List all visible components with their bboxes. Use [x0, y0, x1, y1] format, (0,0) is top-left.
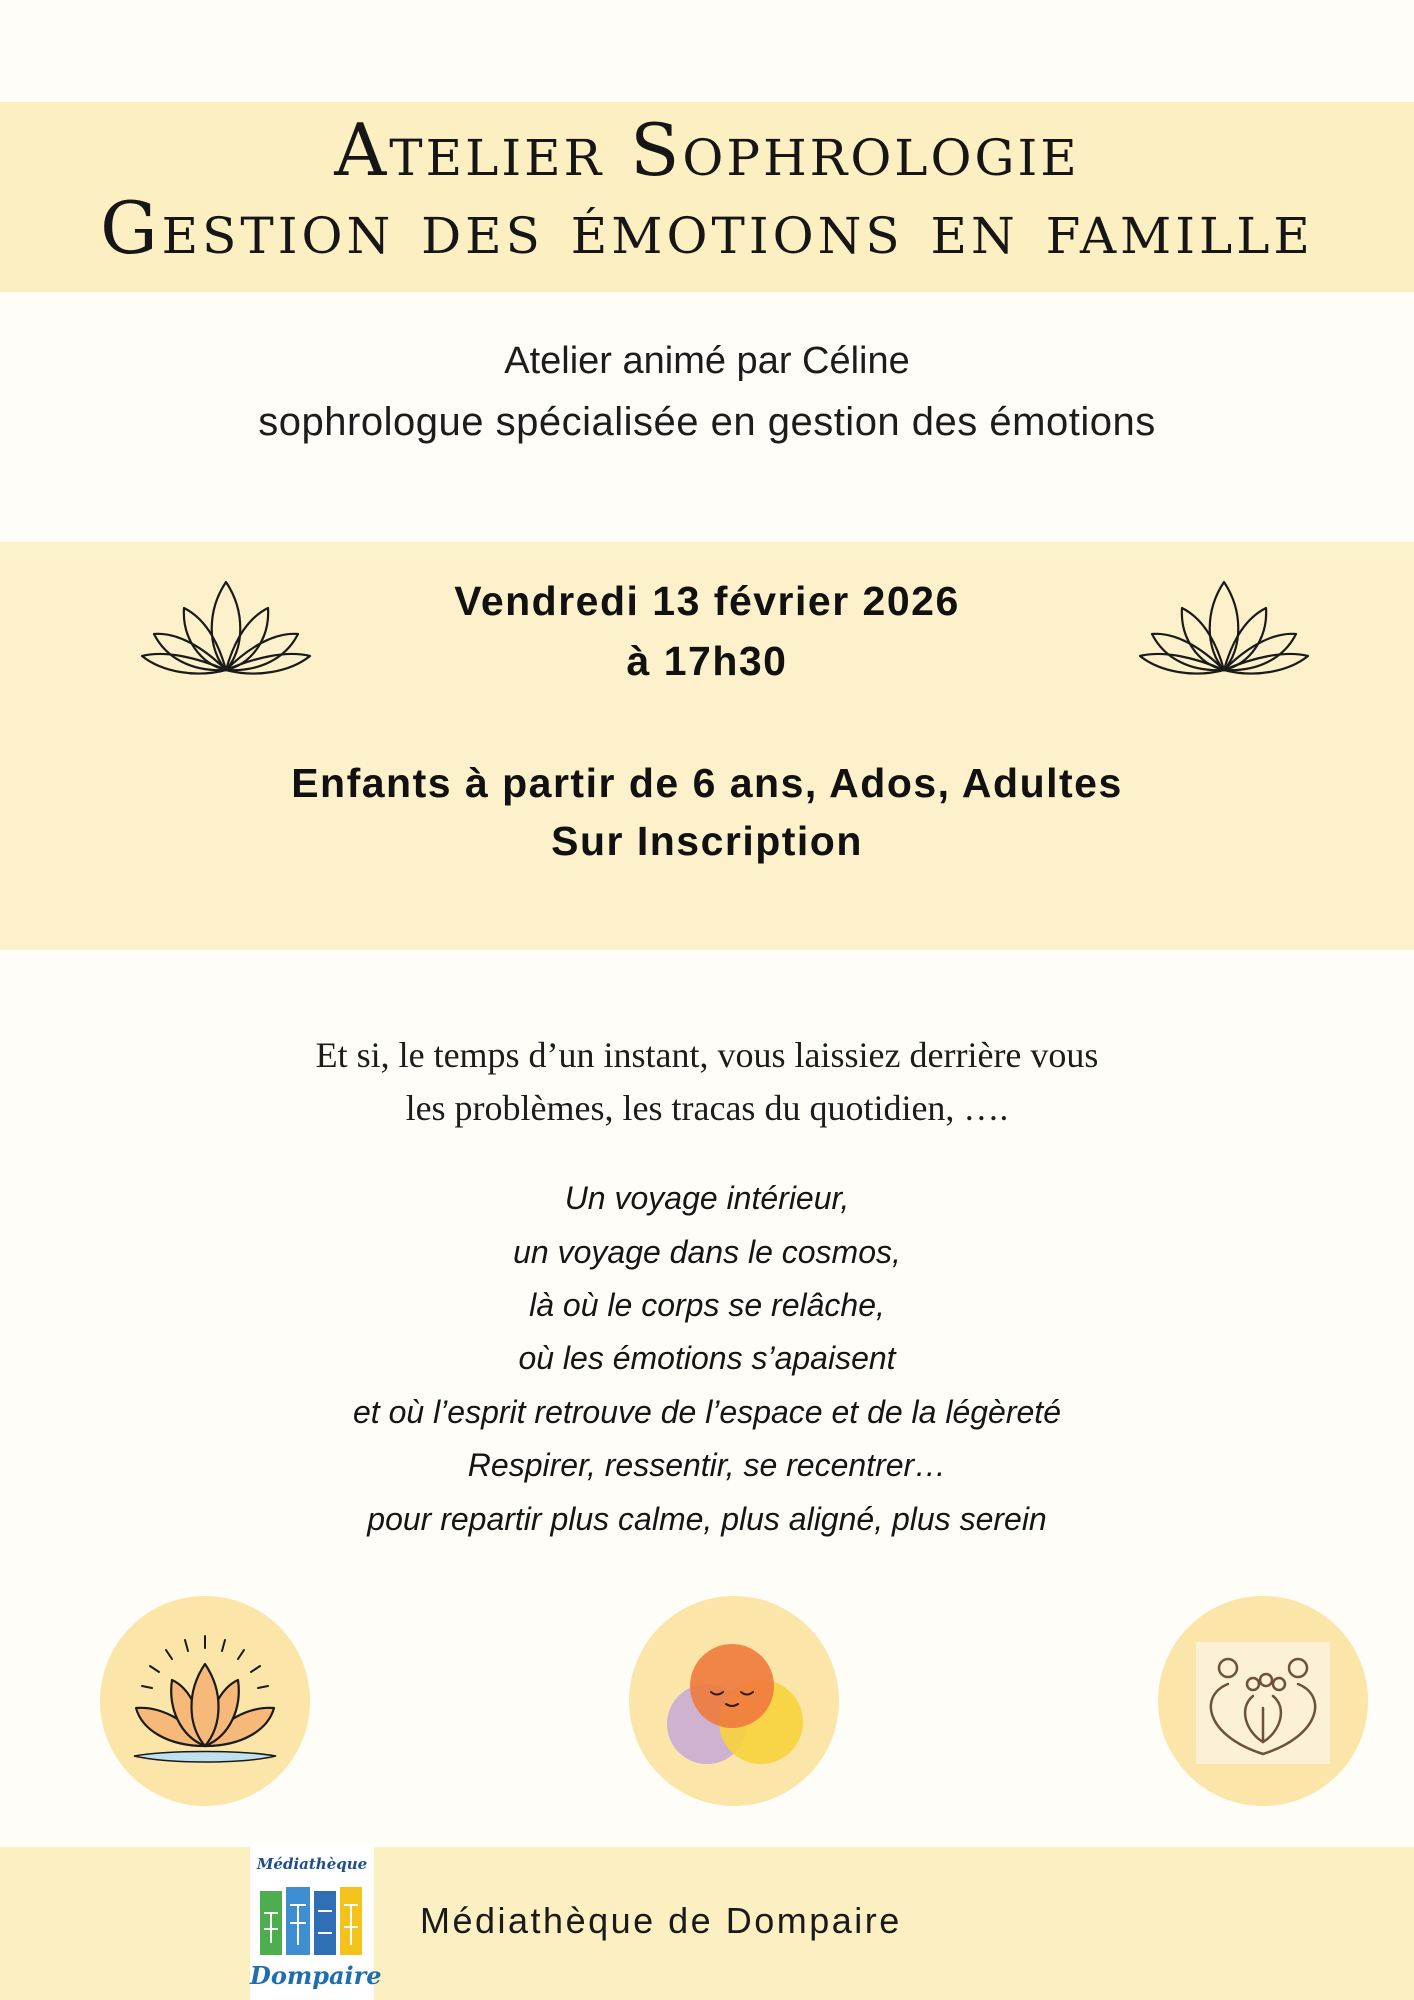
lotus-sun-circle — [100, 1596, 310, 1806]
page-title: Atelier Sophrologie — [334, 108, 1080, 192]
meditating-faces-icon — [629, 1596, 839, 1806]
poem-line: pour repartir plus calme, plus aligné, plus serein — [367, 1501, 1047, 1537]
building-icon — [258, 1883, 366, 1959]
poem-line: là où le corps se relâche, — [529, 1287, 885, 1323]
logo-bottom-text: Dompaire — [250, 1961, 382, 1990]
poem-line: et où l’esprit retrouve de l’espace et de la légèreté — [353, 1394, 1061, 1430]
event-time: à 17h30 — [626, 638, 788, 684]
presenter-specialty: sophrologue spécialisée en gestion des émotions — [258, 400, 1156, 444]
page-subtitle: Gestion des émotions en famille — [100, 186, 1314, 270]
mediatheque-logo — [250, 1843, 382, 2000]
logo-top-text: Médiathèque — [256, 1855, 368, 1873]
poem-line: Un voyage intérieur, — [564, 1180, 850, 1216]
intro-line: Et si, le temps d’un instant, vous laissiez derrière vous — [315, 1035, 1099, 1075]
event-registration: Sur Inscription — [551, 818, 863, 864]
poem-line: où les émotions s’apaisent — [518, 1340, 896, 1376]
presenter-line: Atelier animé par Céline — [504, 340, 910, 382]
poem-line: un voyage dans le cosmos, — [513, 1234, 901, 1270]
family-heart-icon — [1158, 1596, 1368, 1806]
venue-name: Médiathèque de Dompaire — [420, 1900, 902, 1941]
meditating-faces-circle — [629, 1596, 839, 1806]
event-date: Vendredi 13 février 2026 — [454, 578, 960, 624]
event-audience: Enfants à partir de 6 ans, Ados, Adultes — [291, 760, 1123, 806]
poem-line: Respirer, ressentir, se recentrer… — [467, 1447, 947, 1483]
intro-line: les problèmes, les tracas du quotidien, …. — [405, 1088, 1009, 1128]
family-heart-circle — [1158, 1596, 1368, 1806]
lotus-sun-icon — [100, 1596, 310, 1806]
